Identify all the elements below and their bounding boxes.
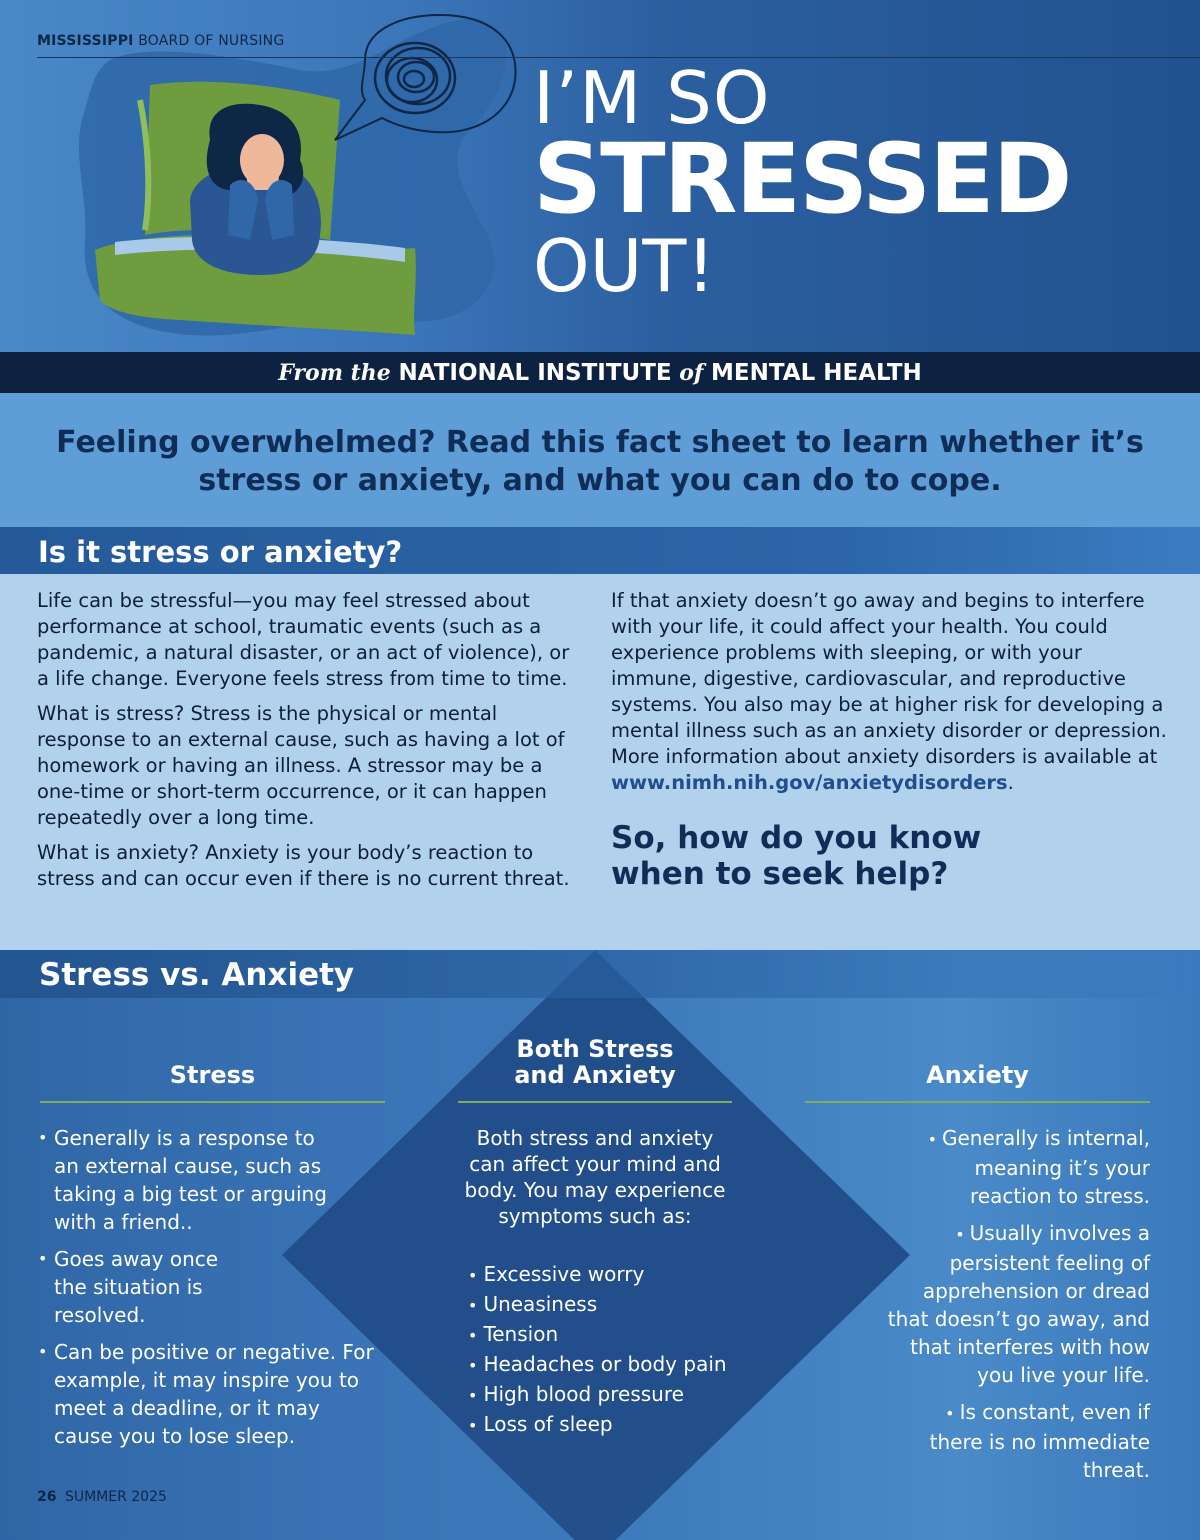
section-heading: Is it stress or anxiety?: [38, 535, 403, 569]
paragraph: [611, 588, 1171, 796]
section-header-stress-vs-anxiety: [0, 950, 1200, 998]
hero-banner: [0, 0, 1200, 352]
help-heading-line-1: So, how do you know: [611, 820, 982, 856]
masthead: [37, 33, 284, 49]
paragraph: What is anxiety? Anxiety is your body’s reaction to stress and can occur even if there is no current threat.: [37, 841, 570, 890]
list-item: • Generally is a response to an external cause, such as taking a big test or arguing with a friend..: [38, 1124, 338, 1236]
source-connector: of: [679, 360, 704, 386]
paragraph-text: If that anxiety doesn’t go away and begins to interfere with your life, it could affect your health. You could experience problems with sleeping, or with your immune, digestive, cardiovascular, and reproductive systems. You also may be at higher risk for developing a mental illness such as an anxiety disorder or depression. More information about anxiety disorders is available at: [611, 589, 1167, 768]
stress-vs-anxiety-section: [0, 950, 1200, 1540]
intro-line-1: Feeling overwhelmed? Read this fact sheet to learn whether it’s: [56, 425, 1144, 460]
left-column: [37, 588, 582, 901]
page-footer: [37, 1489, 167, 1505]
woman-on-pillow-illustration: [0, 0, 520, 352]
paragraph: Life can be stressful—you may feel stressed about performance at school, traumatic events (such as a pandemic, a natural disaster, or an act of violence), or a life change. Everyone feels stress from time to time.: [37, 589, 570, 690]
link-suffix: .: [1007, 771, 1014, 794]
list-item: • Loss of sleep: [468, 1412, 613, 1436]
list-item: • Generally is internal, meaning it’s your reaction to stress.: [927, 1126, 1150, 1208]
anxiety-list: [880, 1124, 1150, 1493]
source-part-1: NATIONAL INSTITUTE: [398, 360, 672, 386]
list-item: • Uneasiness: [468, 1292, 598, 1316]
both-title: [458, 1036, 732, 1088]
anxiety-title: Anxiety: [926, 1061, 1029, 1089]
both-description: Both stress and anxiety can affect your mind and body. You may experience symptoms such as:: [464, 1126, 726, 1228]
intro-banner: [0, 393, 1200, 527]
intro-line-2: stress or anxiety, and what you can do to cope.: [198, 463, 1002, 498]
masthead-org-bold: MISSISSIPPI: [37, 33, 134, 49]
title-line-2: STRESSED: [533, 123, 1071, 235]
paragraph: What is stress? Stress is the physical or mental response to an external cause, such as having a lot of homework or having an illness. A stressor may be a one-time or short-term occurrence, or it can happen repeatedly over a long time.: [37, 702, 565, 829]
list-item: • Tension: [468, 1322, 559, 1346]
list-item: • Usually involves a persistent feeling of apprehension or dread that doesn’t go away, and that interferes with how you live your life.: [887, 1221, 1150, 1387]
both-rule: [458, 1101, 732, 1103]
both-title-line-1: Both Stress: [516, 1035, 674, 1063]
list-item: • Excessive worry: [468, 1262, 645, 1286]
stress-list: [38, 1124, 374, 1459]
list-item: • Goes away once the situation is resolved.: [38, 1245, 228, 1329]
page-title: [533, 58, 1070, 306]
section-header-stress-or-anxiety: [0, 527, 1200, 574]
issue-label: SUMMER 2025: [64, 1489, 167, 1505]
list-item: • Headaches or body pain: [468, 1352, 727, 1376]
page-number: 26: [37, 1489, 57, 1505]
help-heading-line-2: when to seek help?: [611, 856, 949, 892]
anxiety-rule: [805, 1101, 1150, 1103]
list-item: • Can be positive or negative. For example, it may inspire you to meet a deadline, or it may cause you to lose sleep.: [38, 1338, 383, 1450]
list-item: • High blood pressure: [468, 1382, 684, 1406]
section-body: [0, 574, 1200, 950]
source-prefix: From the: [278, 360, 391, 386]
anxiety-disorders-link[interactable]: www.nimh.nih.gov/anxietydisorders: [611, 771, 1008, 794]
both-list: [468, 1260, 727, 1440]
both-title-line-2: and Anxiety: [514, 1061, 676, 1089]
source-part-2: MENTAL HEALTH: [711, 360, 922, 386]
help-heading: [611, 820, 1171, 892]
title-line-1: I’M SO: [533, 56, 771, 140]
stress-title: Stress: [169, 1061, 256, 1089]
source-bar: [0, 352, 1200, 393]
title-line-3: OUT!: [533, 224, 716, 308]
right-column: [611, 588, 1171, 892]
section-heading: Stress vs. Anxiety: [39, 957, 355, 993]
stress-rule: [40, 1101, 385, 1103]
list-item: • Is constant, even if there is no immediate threat.: [929, 1400, 1150, 1482]
masthead-org-rest: BOARD OF NURSING: [138, 33, 285, 49]
